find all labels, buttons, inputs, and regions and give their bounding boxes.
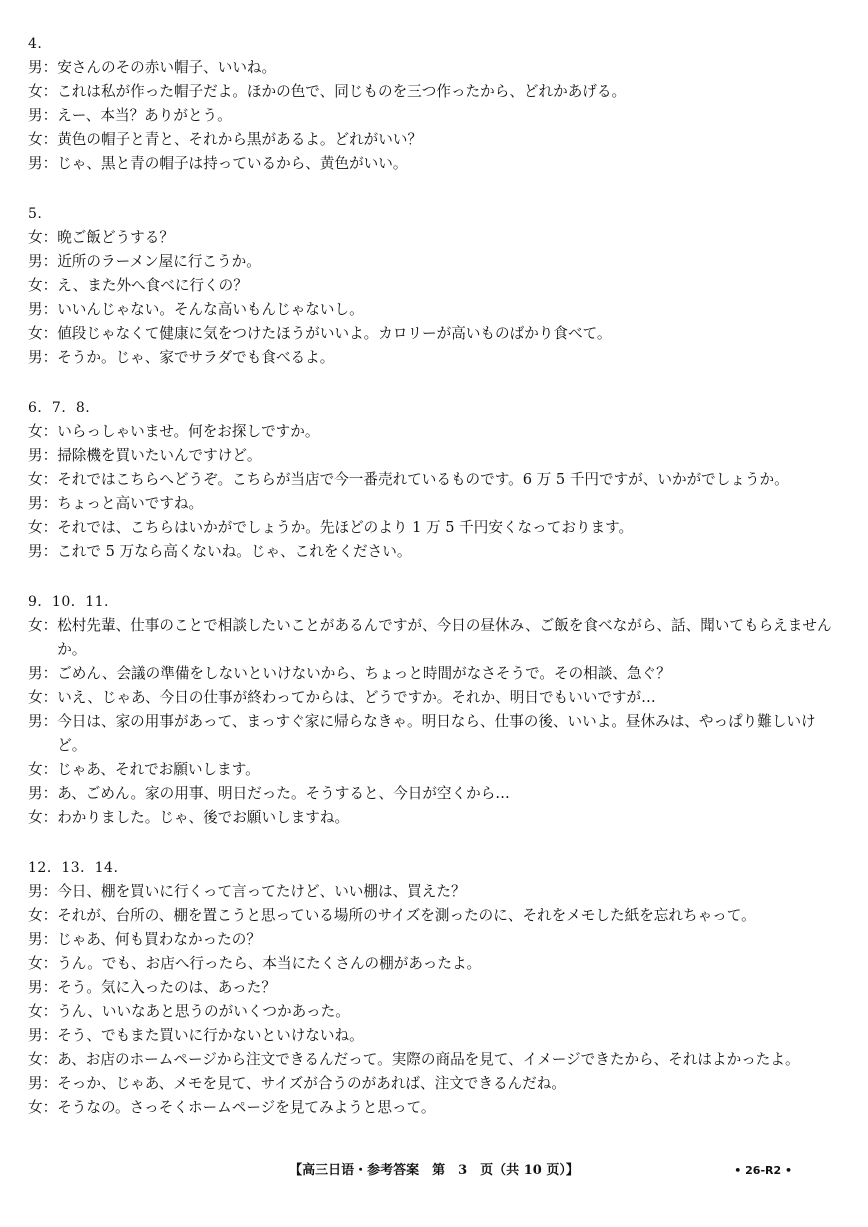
footer-title: 【高三日语・参考答案 第 3 页（共 10 页）】 [289, 1163, 579, 1178]
speaker-label: 男： [28, 1027, 58, 1044]
utterance-text: 安さんのその赤い帽子、いいね。 [57, 59, 277, 76]
dialogue-line [28, 250, 840, 274]
dialogue-section [28, 32, 840, 176]
dialogue-line [28, 152, 840, 176]
utterance-text: いらっしゃいませ。何をお探しですか。 [57, 423, 320, 440]
utterance-text: 掃除機を買いたいんですけど。 [57, 447, 262, 464]
dialogue-section [28, 856, 840, 1120]
dialogue-line [28, 976, 840, 1000]
utterance-text: 値段じゃなくて健康に気をつけたほうがいいよ。カロリーが高いものばかり食べて。 [57, 325, 612, 342]
dialogue-line [28, 420, 840, 444]
dialogue-line [28, 1096, 840, 1120]
dialogue-line [28, 468, 840, 492]
speaker-label: 男： [28, 713, 58, 730]
speaker-label: 女： [28, 1099, 58, 1116]
utterance-text: そうか。じゃ、家でサラダでも食べるよ。 [57, 349, 335, 366]
utterance-text: 今日は、家の用事があって、まっすぐ家に帰らなきゃ。明日なら、仕事の後、いいよ。昼休みは、やっぱり難しいけど。 [57, 713, 816, 754]
dialogue-line [28, 128, 840, 152]
section-number: 5. [28, 206, 43, 222]
speaker-label: 男： [28, 543, 58, 560]
utterance-text: 近所のラーメン屋に行こうか。 [57, 253, 261, 270]
speaker-label: 男： [28, 785, 58, 802]
speaker-label: 女： [28, 809, 58, 826]
utterance-text: 松村先輩、仕事のことで相談したいことがあるんですが、今日の昼休み、ご飯を食べながら、話、聞いてもらえませんか。 [57, 617, 832, 658]
utterance-text: これは私が作った帽子だよ。ほかの色で、同じものを三つ作ったから、どれかあげる。 [57, 83, 627, 100]
utterance-text: これで 5 万なら高くないね。じゃ、これをください。 [57, 543, 412, 560]
dialogue-line [28, 1072, 840, 1096]
utterance-text: それではこちらへどうぞ。こちらが当店で今一番売れているものです。6 万 5 千円ですが、いかがでしょうか。 [57, 471, 789, 488]
speaker-label: 女： [28, 131, 58, 148]
utterance-text: 黄色の帽子と青と、それから黒があるよ。どれがいい？ [57, 131, 423, 148]
dialogue-line [28, 1000, 840, 1024]
dialogue-line [28, 492, 840, 516]
dialogue-line [28, 80, 840, 104]
speaker-label: 女： [28, 1003, 58, 1020]
speaker-label: 女： [28, 423, 58, 440]
dialogue-line [28, 298, 840, 322]
dialogue-line [28, 686, 840, 710]
speaker-label: 女： [28, 761, 58, 778]
utterance-text: そう。気に入ったのは、あった？ [57, 979, 276, 996]
speaker-label: 男： [28, 107, 58, 124]
speaker-label: 男： [28, 665, 58, 682]
speaker-label: 男： [28, 979, 58, 996]
dialogue-line [28, 444, 840, 468]
dialogue-line [28, 952, 840, 976]
speaker-label: 女： [28, 955, 58, 972]
utterance-text: それが、台所の、棚を置こうと思っている場所のサイズを測ったのに、それをメモした紙を忘れちゃって。 [57, 907, 756, 924]
speaker-label: 男： [28, 349, 58, 366]
utterance-text: えー、本当？ありがとう。 [57, 107, 232, 124]
dialogue-section [28, 396, 840, 564]
section-number: 6．7．8. [28, 400, 91, 416]
dialogue-line [28, 758, 840, 782]
dialogue-line [28, 662, 840, 686]
speaker-label: 女： [28, 617, 58, 634]
speaker-label: 女： [28, 229, 58, 246]
utterance-text: ごめん、会議の準備をしないといけないから、ちょっと時間がなさそうで。その相談、急ぐ？ [57, 665, 671, 682]
utterance-text: うん。でも、お店へ行ったら、本当にたくさんの棚があったよ。 [57, 955, 482, 972]
utterance-text: 晩ご飯どうする？ [57, 229, 174, 246]
utterance-text: うん、いいなあと思うのがいくつかあった。 [57, 1003, 350, 1020]
speaker-label: 女： [28, 277, 58, 294]
utterance-text: そう、でもまた買いに行かないといけないね。 [57, 1027, 364, 1044]
dialogue-line [28, 56, 840, 80]
speaker-label: 男： [28, 155, 58, 172]
dialogue-line [28, 1048, 840, 1072]
dialogue-line [28, 1024, 840, 1048]
utterance-text: あ、ごめん。家の用事、明日だった。そうすると、今日が空くから… [57, 785, 510, 802]
utterance-text: え、また外へ食べに行くの？ [57, 277, 248, 294]
utterance-text: 今日、棚を買いに行くって言ってたけど、いい棚は、買えた？ [57, 883, 466, 900]
dialogue-line [28, 614, 840, 662]
utterance-text: そうなの。さっそくホームページを見てみようと思って。 [57, 1099, 436, 1116]
utterance-text: じゃあ、それでお願いします。 [57, 761, 260, 778]
dialogue-line [28, 904, 840, 928]
dialogue-section [28, 202, 840, 370]
dialogue-line [28, 806, 840, 830]
utterance-text: わかりました。じゃ、後でお願いしますね。 [57, 809, 350, 826]
section-number: 12．13．14. [28, 860, 119, 876]
speaker-label: 男： [28, 59, 58, 76]
speaker-label: 男： [28, 931, 58, 948]
speaker-label: 女： [28, 83, 58, 100]
utterance-text: それでは、こちらはいかがでしょうか。先ほどのより 1 万 5 千円安くなっております。 [57, 519, 634, 536]
speaker-label: 女： [28, 689, 58, 706]
speaker-label: 男： [28, 495, 58, 512]
speaker-label: 男： [28, 883, 58, 900]
dialogue-line [28, 710, 840, 758]
utterance-text: いえ、じゃあ、今日の仕事が終わってからは、どうですか。それか、明日でもいいですが… [57, 689, 656, 706]
speaker-label: 女： [28, 519, 58, 536]
page-footer [0, 1160, 868, 1182]
speaker-label: 男： [28, 253, 58, 270]
dialogue-line [28, 516, 840, 540]
dialogue-line [28, 880, 840, 904]
dialogue-sections [28, 32, 840, 1146]
section-number: 4. [28, 36, 43, 52]
dialogue-line [28, 782, 840, 806]
speaker-label: 男： [28, 447, 58, 464]
speaker-label: 男： [28, 301, 58, 318]
utterance-text: いいんじゃない。そんな高いもんじゃないし。 [57, 301, 364, 318]
speaker-label: 女： [28, 325, 58, 342]
dialogue-line [28, 346, 840, 370]
speaker-label: 女： [28, 907, 58, 924]
dialogue-line [28, 928, 840, 952]
dialogue-line [28, 274, 840, 298]
utterance-text: あ、お店のホームページから注文できるんだって。実際の商品を見て、イメージできたから、それはよかったよ。 [57, 1051, 800, 1068]
speaker-label: 男： [28, 1075, 58, 1092]
footer-code: • 26-R2 • [734, 1164, 792, 1177]
dialogue-line [28, 540, 840, 564]
utterance-text: じゃ、黒と青の帽子は持っているから、黄色がいい。 [57, 155, 408, 172]
dialogue-line [28, 322, 840, 346]
speaker-label: 女： [28, 1051, 58, 1068]
dialogue-line [28, 226, 840, 250]
utterance-text: そっか、じゃあ、メモを見て、サイズが合うのがあれば、注文できるんだね。 [57, 1075, 566, 1092]
speaker-label: 女： [28, 471, 58, 488]
dialogue-section [28, 590, 840, 830]
utterance-text: じゃあ、何も買わなかったの？ [57, 931, 261, 948]
section-number: 9．10．11. [28, 594, 109, 610]
utterance-text: ちょっと高いですね。 [57, 495, 204, 512]
dialogue-line [28, 104, 840, 128]
